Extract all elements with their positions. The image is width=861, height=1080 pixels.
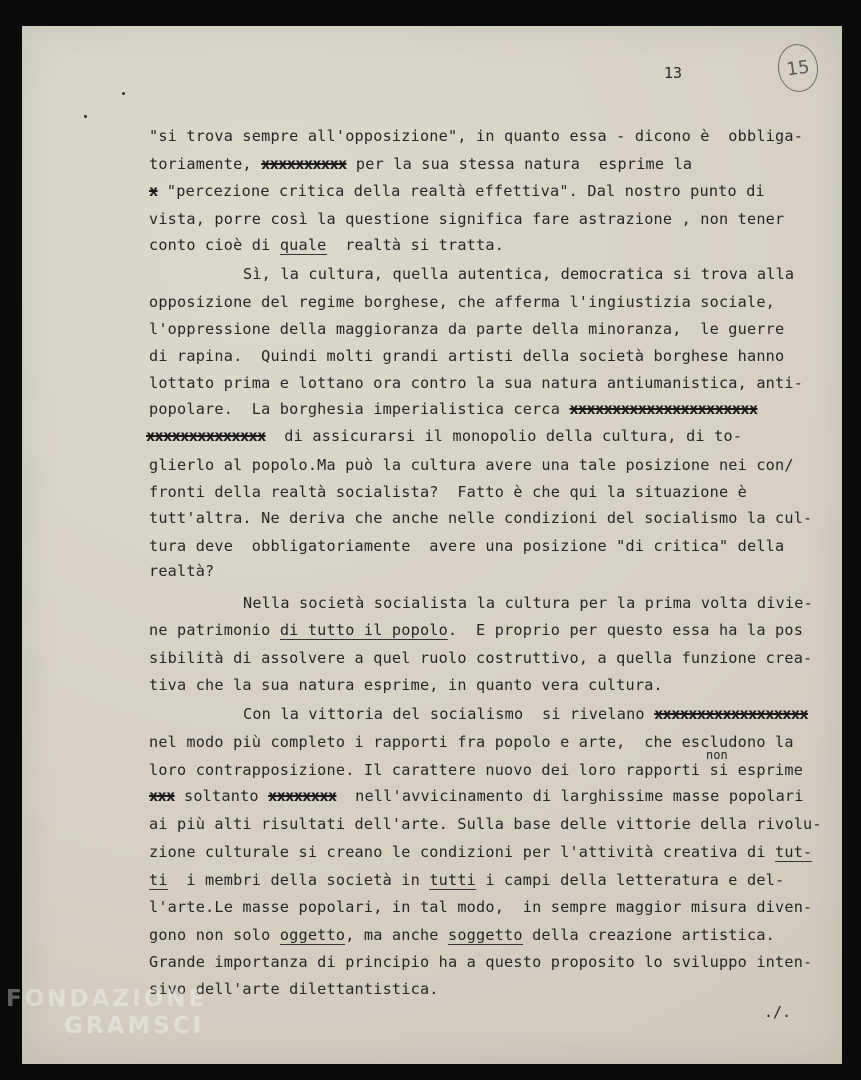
text-run: nell'avvicinamento di larghissime masse popolari [336,787,804,805]
text-run: "si trova sempre all'opposizione", in quanto essa - dicono è obbliga- [149,127,804,145]
text-line [149,236,504,254]
struck-text: x [149,182,158,200]
text-run: ai più alti risultati dell'arte. Sulla base delle vittorie della rivolu- [149,815,822,833]
text-run: l'arte.Le masse popolari, in tal modo, in sempre maggior misura diven- [149,898,813,916]
text-run: glierlo al popolo.Ma può la cultura avere una tale posizione nei con/ [149,456,794,474]
text-run: realtà si tratta. [326,236,505,254]
text-line [149,953,812,971]
watermark-line-2: GRAMSCI [64,1013,205,1039]
text-run: sibilità di assolvere a quel ruolo costruttivo, a quella funzione crea- [149,649,813,667]
text-line [243,594,813,612]
text-run: ne patrimonio [149,621,280,639]
page-number: 13 [664,64,683,82]
text-line [149,456,794,474]
ink-speck [84,115,87,118]
text-run: conto cioè di [149,236,280,254]
text-line [149,562,214,580]
text-run: i membri della società in [167,871,430,889]
text-line [149,676,663,694]
text-line [149,926,775,944]
text-run: vista, porre così la questione significa fare astrazione , non tener [149,210,785,228]
text-run: per la sua stessa natura esprime la [346,155,693,173]
underlined-text: tutti [429,871,477,889]
watermark-line-1: FONDAZIONE [6,986,208,1012]
text-run: della creazione artistica. [522,926,776,944]
text-line [149,347,784,365]
ink-speck [122,92,125,95]
text-run: l'oppressione della maggioranza da parte della minoranza, le guerre [149,320,785,338]
text-run: tura deve obbligatoriamente avere una posizione "di critica" della [149,537,785,555]
text-run: tiva che la sua natura esprime, in quanto vera cultura. [149,676,663,694]
archive-number: 15 [785,56,811,80]
text-line [146,427,742,445]
text-run: soltanto [174,787,269,805]
text-run: fronti della realtà socialista? Fatto è che qui la situazione è [149,483,747,501]
text-run: opposizione del regime borghese, che afferma l'ingiustizia sociale, [149,293,776,311]
struck-text: xxxxxxxxxxxxxxxxxxxxxx [569,400,758,418]
text-line [149,374,803,392]
text-run: , ma anche [345,926,448,944]
struck-text: xxx [149,787,175,805]
underlined-text: oggetto [279,926,346,944]
text-run: di assicurarsi il monopolio della cultura, di to- [265,427,743,445]
text-line [149,293,775,311]
text-run: loro contrapposizione. Il carattere nuovo dei loro rapporti si esprime [149,761,804,779]
struck-text: xxxxxxxxxxxxxx [146,427,266,445]
underlined-text: di tutto il popolo [279,621,448,639]
text-line [149,621,803,639]
text-run: nel modo più completo i rapporti fra popolo e arte, che escludono la [149,733,794,751]
text-line [149,761,803,779]
text-run: toriamente, [149,155,262,173]
text-line [149,815,822,833]
text-line [149,733,794,751]
text-line [149,787,804,805]
text-line [149,843,812,861]
underlined-text: quale [279,236,327,254]
text-line [149,898,812,916]
text-line [149,871,784,889]
struck-text: xxxxxxxx [268,787,337,805]
underlined-text: soggetto [448,926,523,944]
text-run: Con la vittoria del socialismo si rivelano [243,705,655,723]
text-line [149,210,784,228]
interlinear-insertion: non [706,748,728,762]
text-line [149,400,757,418]
text-run: lottato prima e lottano ora contro la sua natura antiumanistica, anti- [149,374,804,392]
text-run: di rapina. Quindi molti grandi artisti della società borghese hanno [149,347,785,365]
text-line [149,127,803,145]
text-run: popolare. La borghesia imperialistica cerca [149,400,570,418]
text-line [149,509,812,527]
text-line [243,705,808,723]
text-run: zione culturale si creano le condizioni per l'attività creativa di [149,843,776,861]
text-line [149,649,812,667]
text-line [149,320,784,338]
text-run: Grande importanza di principio ha a questo proposito lo sviluppo inten- [149,953,813,971]
text-line [149,537,784,555]
text-run: gono non solo [149,926,280,944]
text-line [149,182,765,200]
underlined-text: tut- [775,843,813,861]
text-run: Sì, la cultura, quella autentica, democratica si trova alla [243,265,795,283]
text-run: . E proprio per questo essa ha la pos [448,621,804,639]
text-run: sivo dell'arte dilettantistica. [149,980,439,998]
struck-text: xxxxxxxxxx [261,155,347,173]
text-line [149,155,692,173]
watermark [6,988,207,1038]
end-mark: ./. [764,1003,792,1021]
text-run: realtà? [149,562,215,580]
text-line [149,483,747,501]
text-run: Nella società socialista la cultura per la prima volta divie- [243,594,813,612]
text-run: tutt'altra. Ne deriva che anche nelle condizioni del socialismo la cul- [149,509,813,527]
text-run: i campi della letteratura e del- [476,871,785,889]
underlined-text: ti [149,871,168,889]
text-run: "percezione critica della realtà effettiva". Dal nostro punto di [157,182,765,200]
text-line [243,265,794,283]
struck-text: xxxxxxxxxxxxxxxxxx [654,705,808,723]
